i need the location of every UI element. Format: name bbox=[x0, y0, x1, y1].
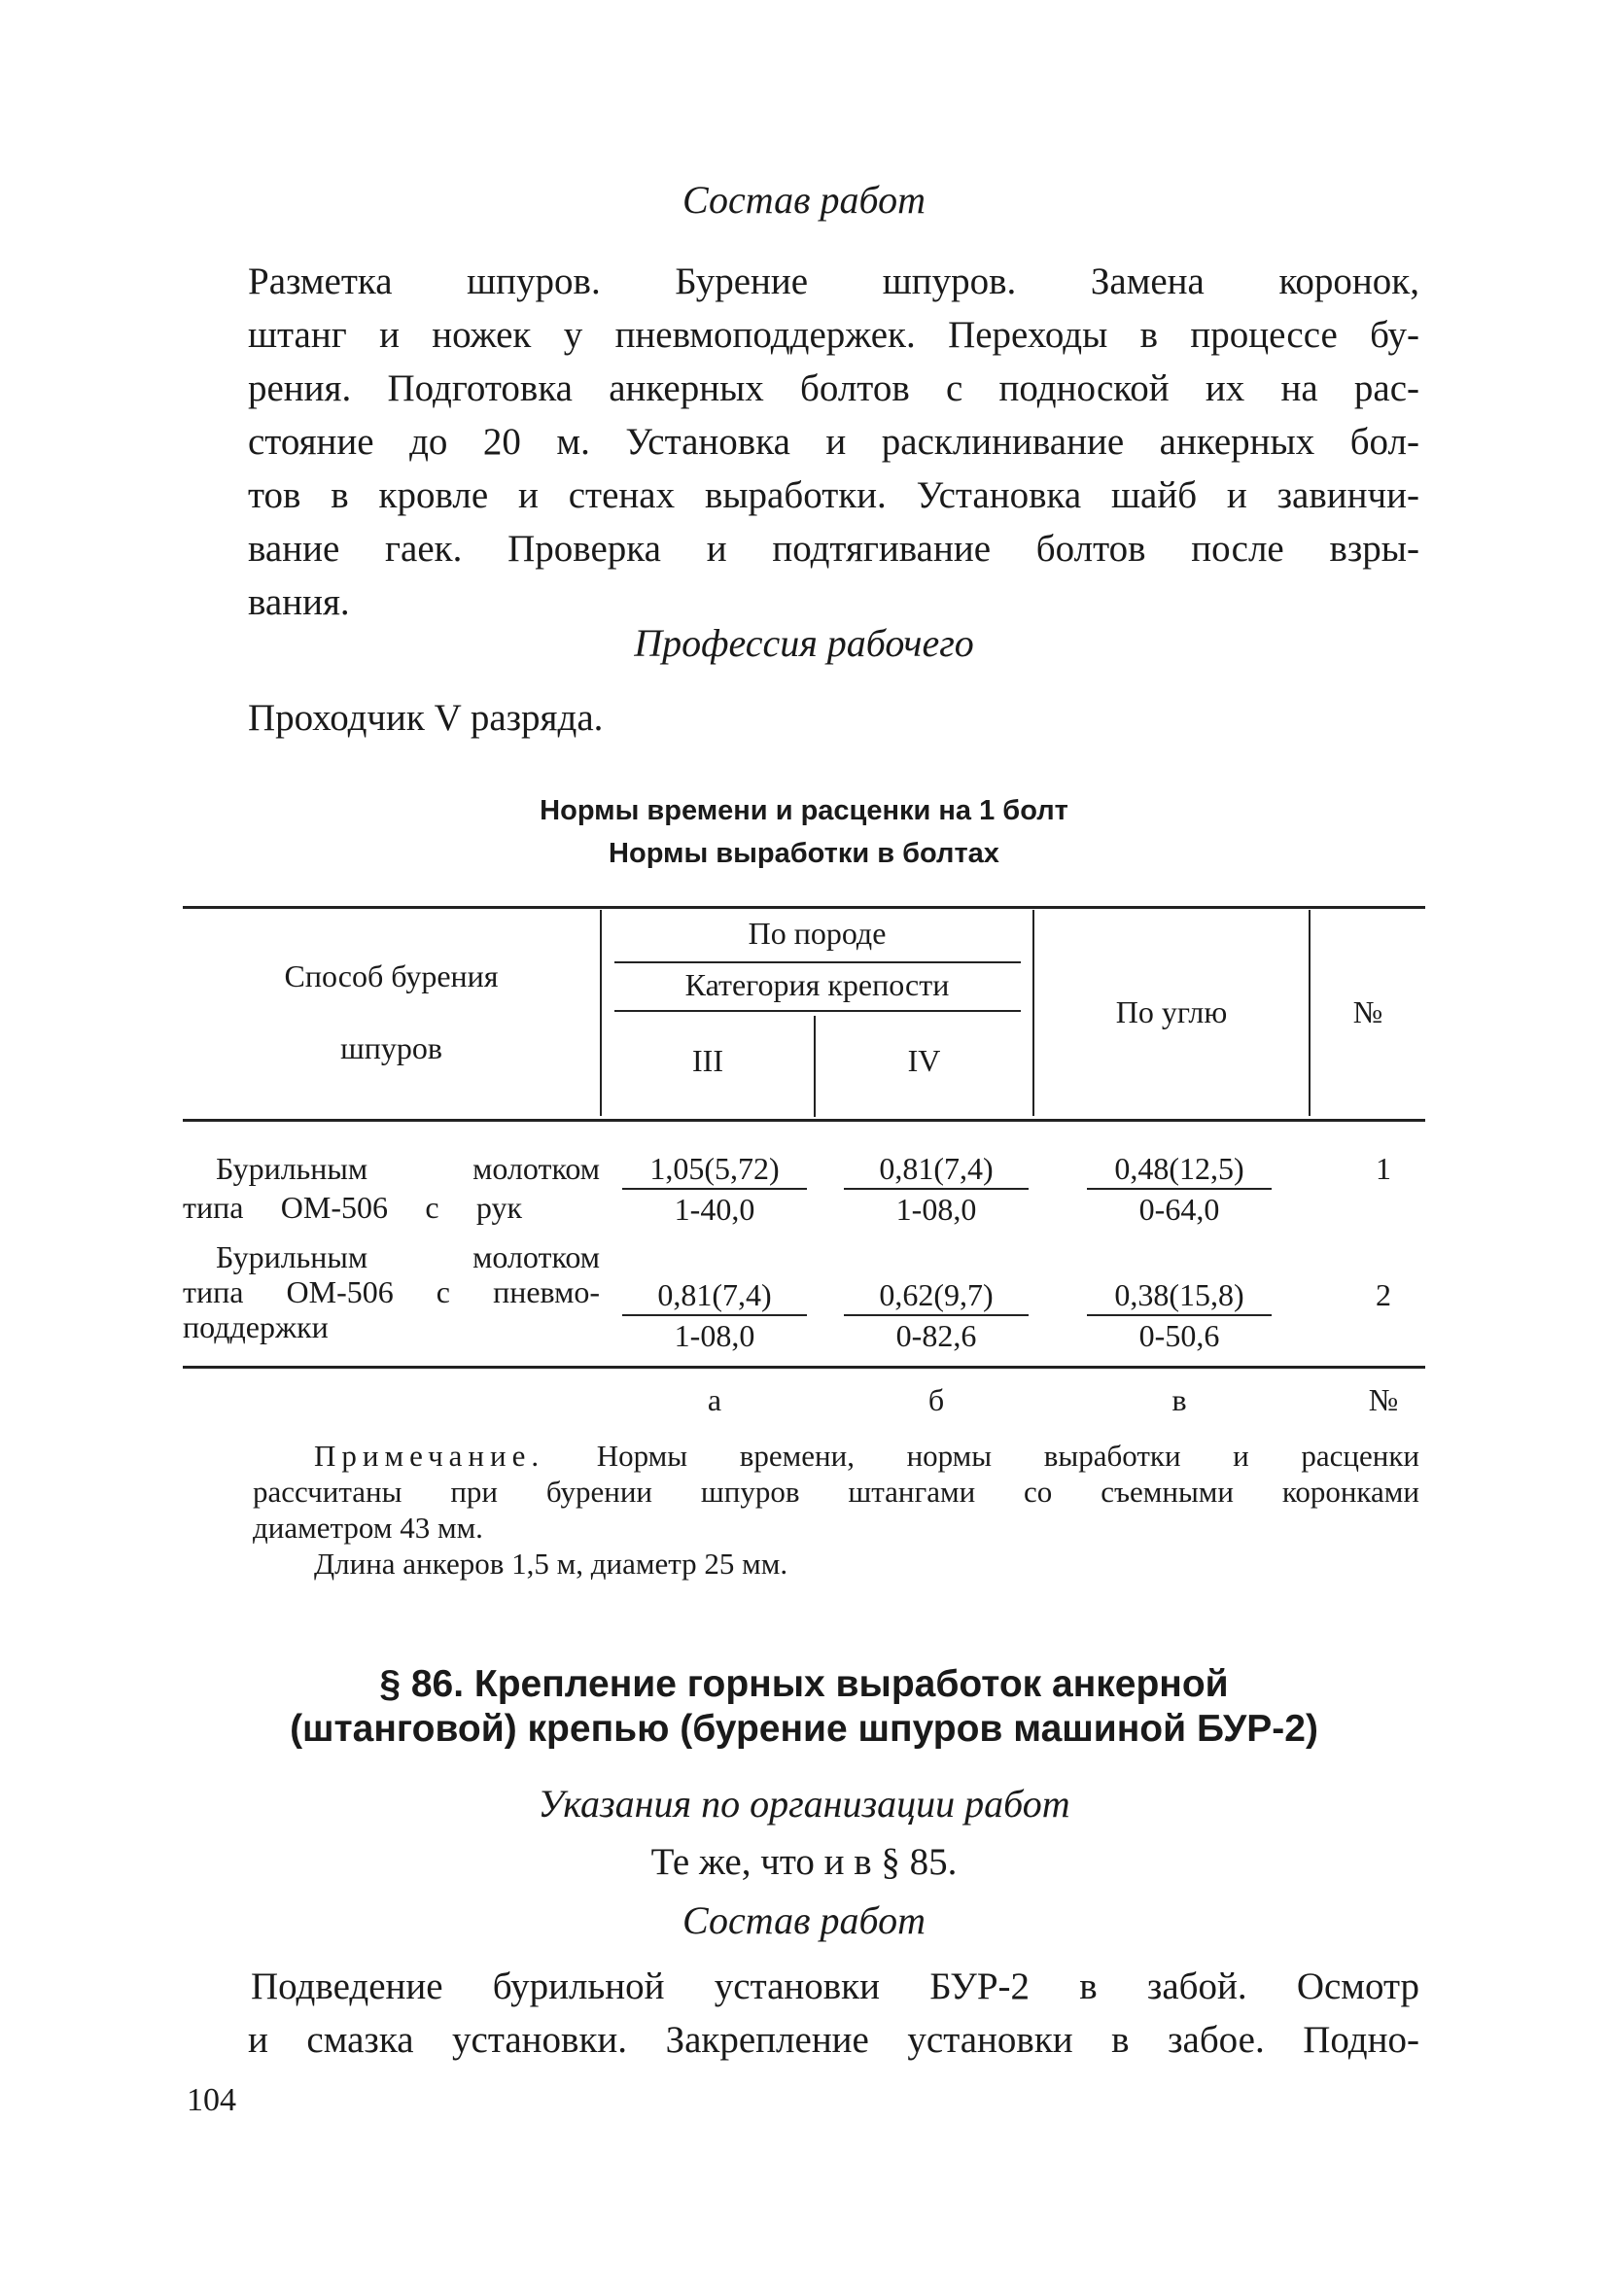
row-number: 1 bbox=[1376, 1151, 1391, 1186]
section-title: § 86. Крепление горных выработок анкерной bbox=[379, 1663, 1229, 1705]
norm-value: 0,62(9,7) bbox=[844, 1275, 1029, 1316]
page-number: 104 bbox=[187, 2082, 236, 2118]
column-letter: а bbox=[707, 1382, 722, 1417]
header-rock: По породе bbox=[748, 916, 887, 951]
text-line: стояние до 20 м. Установка и расклинивание анкерных бол- bbox=[248, 421, 1419, 463]
profession-text: Проходчик V разряда. bbox=[248, 697, 604, 739]
table-cell bbox=[1087, 1149, 1272, 1229]
header-coal: По углю bbox=[1115, 994, 1228, 1029]
column-letter: в bbox=[1171, 1382, 1187, 1417]
profession-heading: Профессия рабочего bbox=[634, 621, 974, 665]
table-bottom-rule bbox=[183, 1366, 1425, 1369]
text-line: Разметка шпуров. Бурение шпуров. Замена коронок, bbox=[248, 261, 1419, 302]
column-letter: № bbox=[1368, 1382, 1399, 1417]
table-subtitle: Нормы выработки в болтах bbox=[609, 838, 999, 869]
text-line: и смазка установки. Закрепление установки в забое. Подно- bbox=[248, 2019, 1419, 2061]
note-line bbox=[253, 1438, 1419, 1474]
table-title: Нормы времени и расценки на 1 болт bbox=[540, 795, 1068, 826]
header-number: № bbox=[1352, 994, 1383, 1029]
row-number: 2 bbox=[1376, 1277, 1391, 1312]
note-line: рассчитаны при бурении шпуров штангами со съемными коронками bbox=[253, 1475, 1419, 1509]
column-letter: б bbox=[927, 1382, 945, 1417]
text-line: тов в кровле и стенах выработки. Установка шайб и завинчи- bbox=[248, 474, 1419, 516]
table-cell bbox=[622, 1149, 807, 1229]
organization-text: Те же, что и в § 85. bbox=[650, 1841, 958, 1883]
header-rule bbox=[614, 1010, 1021, 1012]
method-line: Бурильным молотком bbox=[216, 1239, 600, 1274]
table-cell bbox=[844, 1275, 1029, 1355]
header-category-3: III bbox=[692, 1043, 723, 1078]
rate-value: 1-40,0 bbox=[674, 1192, 755, 1227]
work-composition-text bbox=[248, 1960, 1419, 2067]
header-category: Категория крепости bbox=[684, 967, 950, 1002]
rate-value: 0-64,0 bbox=[1138, 1192, 1220, 1227]
table-cell bbox=[1087, 1275, 1272, 1355]
norm-value: 1,05(5,72) bbox=[622, 1149, 807, 1190]
norm-value: 0,48(12,5) bbox=[1087, 1149, 1272, 1190]
text-line: вание гаек. Проверка и подтягивание болтов после взры- bbox=[248, 528, 1419, 570]
note-label: Примечание. bbox=[314, 1439, 545, 1473]
table-cell bbox=[844, 1149, 1029, 1229]
work-composition-text bbox=[248, 255, 1419, 629]
table-top-rule bbox=[183, 906, 1425, 909]
text-line: Подведение бурильной установки БУР-2 в забой. Осмотр bbox=[251, 1966, 1419, 2007]
method-line: поддержки bbox=[183, 1309, 329, 1344]
table-cell bbox=[622, 1275, 807, 1355]
organization-heading: Указания по организации работ bbox=[538, 1782, 1070, 1826]
header-rule bbox=[614, 961, 1021, 963]
text-line: штанг и ножек у пневмоподдержек. Переходы в процессе бу- bbox=[248, 314, 1419, 356]
table-header-rule bbox=[183, 1119, 1425, 1122]
text-line: рения. Подготовка анкерных болтов с подноской их на рас- bbox=[248, 367, 1419, 409]
norm-value: 0,38(15,8) bbox=[1087, 1275, 1272, 1316]
header-method: шпуров bbox=[340, 1030, 442, 1065]
rate-value: 1-08,0 bbox=[674, 1318, 755, 1353]
section-title: (штанговой) крепью (бурение шпуров машиной БУР-2) bbox=[290, 1708, 1318, 1750]
text-line: вания. bbox=[248, 581, 350, 623]
rate-value: 0-50,6 bbox=[1138, 1318, 1220, 1353]
method-line: Бурильным молотком bbox=[216, 1151, 600, 1186]
norm-value: 0,81(7,4) bbox=[622, 1275, 807, 1316]
note-line: Длина анкеров 1,5 м, диаметр 25 мм. bbox=[314, 1547, 788, 1581]
work-composition-heading: Состав работ bbox=[682, 1898, 926, 1942]
norm-value: 0,81(7,4) bbox=[844, 1149, 1029, 1190]
table-row-method bbox=[183, 1149, 600, 1227]
table-row-method bbox=[183, 1239, 600, 1344]
rate-value: 1-08,0 bbox=[895, 1192, 977, 1227]
method-line: типа ОМ-506 с рук bbox=[183, 1190, 522, 1225]
header-method: Способ бурения bbox=[284, 958, 499, 993]
rate-value: 0-82,6 bbox=[895, 1318, 977, 1353]
method-line: типа ОМ-506 с пневмо- bbox=[183, 1274, 600, 1309]
work-composition-heading: Состав работ bbox=[682, 178, 926, 222]
table-note bbox=[253, 1438, 1419, 1582]
note-text: Нормы времени, нормы выработки и расценки bbox=[544, 1439, 1419, 1473]
header-category-4: IV bbox=[907, 1043, 941, 1078]
note-line: диаметром 43 мм. bbox=[253, 1511, 483, 1545]
